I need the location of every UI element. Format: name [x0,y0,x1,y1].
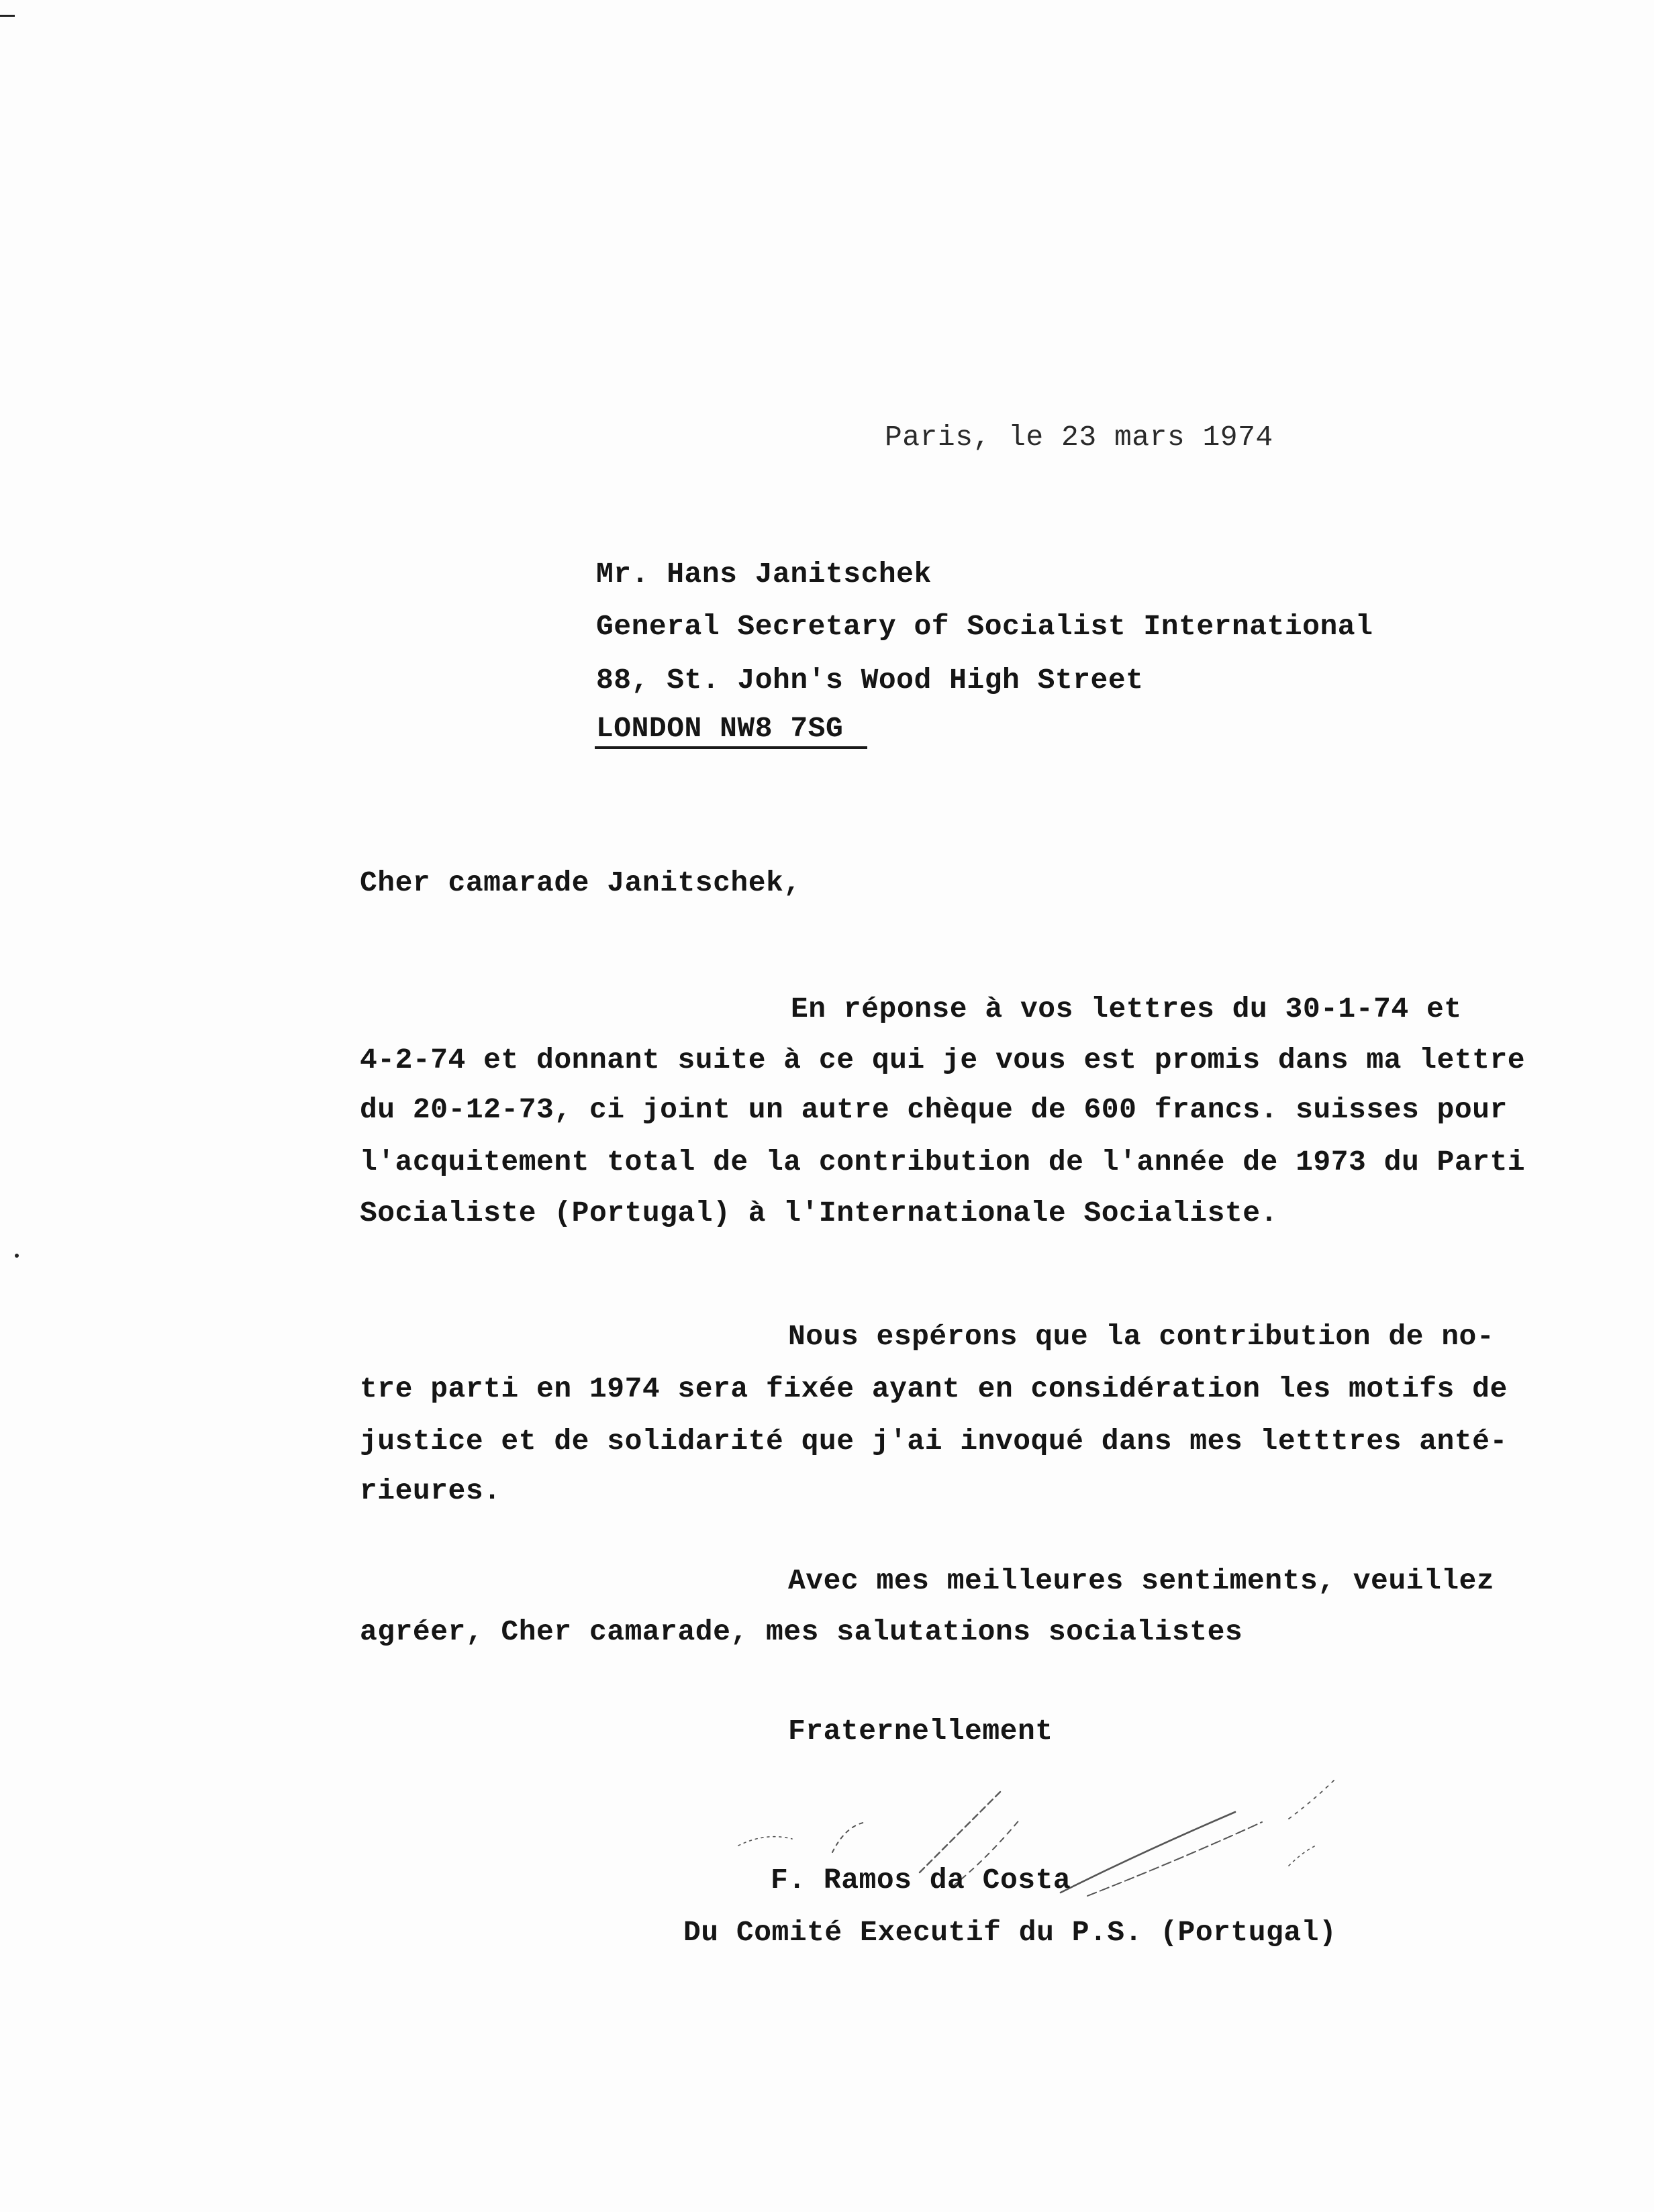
signer-role: Du Comité Executif du P.S. (Portugal) [683,1916,1337,1949]
paragraph2-line2: tre parti en 1974 sera fixée ayant en considération les motifs de [360,1372,1508,1405]
recipient-name: Mr. Hans Janitschek [596,558,932,591]
paragraph2-line4: rieures. [360,1474,501,1507]
paragraph1-line1: En réponse à vos lettres du 30-1-74 et [791,993,1462,1025]
city-underline [595,746,867,749]
paragraph2-line1: Nous espérons que la contribution de no- [788,1320,1495,1353]
paragraph1-line5: Socialiste (Portugal) à l'Internationale Socialiste. [360,1197,1278,1229]
paragraph1-line2: 4-2-74 et donnant suite à ce qui je vous est promis dans ma lettre [360,1044,1526,1076]
paragraph1-line4: l'acquitement total de la contribution de l'année de 1973 du Parti [360,1146,1526,1178]
recipient-street: 88, St. John's Wood High Street [596,664,1144,697]
place-date: Paris, le 23 mars 1974 [885,421,1273,454]
scan-edge-mark [0,15,15,17]
closing-line2: agréer, Cher camarade, mes salutations socialistes [360,1615,1243,1648]
recipient-city: LONDON NW8 7SG [596,712,844,745]
scan-dot [15,1254,19,1258]
paragraph2-line3: justice et de solidarité que j'ai invoqué dans mes letttres anté- [360,1425,1508,1458]
recipient-title: General Secretary of Socialist International [596,610,1373,643]
signer-name: F. Ramos da Costa [771,1864,1071,1897]
salutation: Cher camarade Janitschek, [360,866,801,899]
paragraph1-line3: du 20-12-73, ci joint un autre chèque de 600 francs. suisses pour [360,1093,1508,1126]
closing-line1: Avec mes meilleures sentiments, veuillez [788,1564,1495,1597]
valediction: Fraternellement [788,1715,1053,1748]
